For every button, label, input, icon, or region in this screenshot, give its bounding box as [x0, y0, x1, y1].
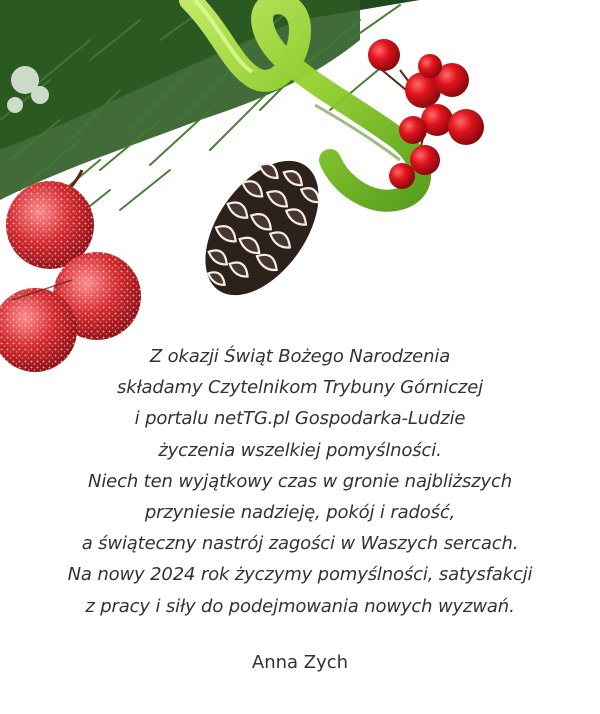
signature: Anna Zych [251, 652, 349, 673]
greeting-line: Na nowy 2024 rok życzymy pomyślności, satysfakcji [67, 564, 533, 586]
red-berries-icon [368, 39, 484, 189]
greeting-line: składamy Czytelnikom Trybuny Górniczej [116, 377, 484, 399]
pine-cone-icon [182, 141, 341, 316]
greeting-line: Z okazji Świąt Bożego Narodzenia [149, 346, 451, 367]
greeting-line: i portalu netTG.pl Gospodarka-Ludzie [134, 408, 466, 430]
greeting-line: z pracy i siły do podejmowania nowych wyzwań. [85, 595, 515, 617]
greeting-line: przyniesie nadzieję, pokój i radość, [144, 502, 456, 524]
greeting-line: życzenia wszelkiej pomyślności. [158, 439, 442, 461]
greeting-line: Niech ten wyjątkowy czas w gronie najbliższych [88, 470, 512, 492]
greeting-message [0, 341, 600, 622]
greeting-line: a świąteczny nastrój zagości w Waszych sercach. [81, 533, 519, 555]
